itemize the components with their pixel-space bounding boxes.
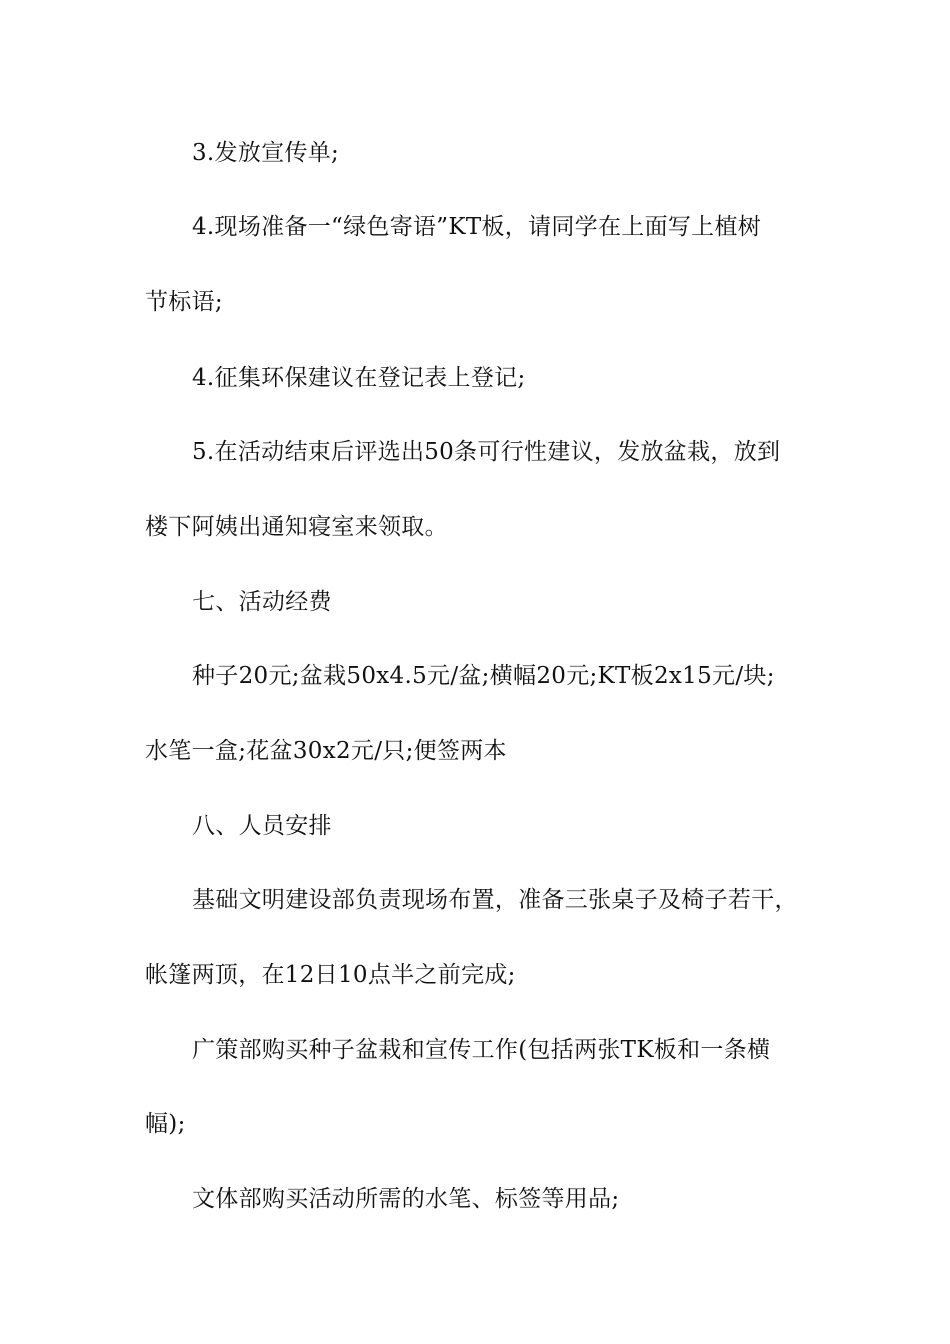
text-line-sports-dept: 文体部购买活动所需的水笔、标签等用品;: [192, 1186, 620, 1212]
text-line-distribute-flyers: 3.发放宣传单;: [192, 140, 340, 166]
text-line-budget-items: 种子20元;盆栽50x4.5元/盆;横幅20元;KT板2x15元/块;: [192, 663, 775, 689]
section-heading-staffing: 八、人员安排: [192, 813, 332, 839]
text-line-collect-suggestions: 4.征集环保建议在登记表上登记;: [192, 365, 526, 391]
text-line-kt-board-cont: 节标语;: [145, 289, 223, 315]
text-line-civilization-dept: 基础文明建设部负责现场布置，准备三张桌子及椅子若干，: [192, 887, 798, 913]
text-line-planning-dept: 广策部购买种子盆栽和宣传工作(包括两张TK板和一条横: [192, 1037, 771, 1063]
text-line-planning-dept-cont: 幅);: [145, 1111, 186, 1137]
text-line-kt-board: 4.现场准备一“绿色寄语”KT板，请同学在上面写上植树: [192, 214, 762, 240]
text-line-select-suggestions: 5.在活动结束后评选出50条可行性建议，发放盆栽，放到: [192, 439, 781, 465]
text-line-civilization-dept-cont: 帐篷两顶，在12日10点半之前完成;: [145, 962, 516, 988]
section-heading-budget: 七、活动经费: [192, 589, 332, 615]
text-line-budget-items-cont: 水笔一盒;花盆30x2元/只;便签两本: [145, 738, 507, 764]
text-line-select-suggestions-cont: 楼下阿姨出通知寝室来领取。: [145, 514, 448, 540]
